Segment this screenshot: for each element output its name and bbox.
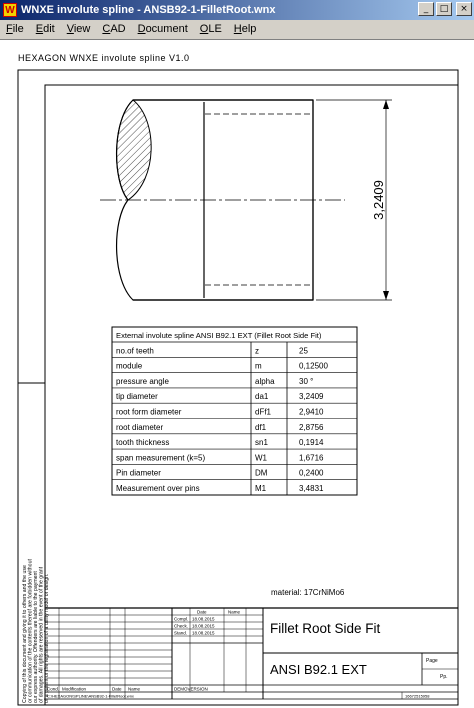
tb-date-header: Date bbox=[197, 609, 207, 615]
tb-page: Page bbox=[426, 658, 438, 664]
table-cell-sym: sn1 bbox=[255, 438, 268, 448]
demo-label: DEMOVERSION bbox=[174, 686, 208, 692]
window-title: WNXE involute spline - ANSB92-1-FilletRoot.wnx bbox=[21, 4, 276, 16]
table-cell-sym: W1 bbox=[255, 453, 267, 463]
tb-compl: Compl. bbox=[174, 616, 189, 622]
app-icon[interactable]: W bbox=[3, 3, 17, 17]
svg-text:our express authority. Offende: our express authority. Offenders are liable to the payment bbox=[33, 571, 39, 703]
copyright-note bbox=[22, 559, 50, 703]
tb-mod-name: Name bbox=[128, 686, 141, 692]
table-cell-name: module bbox=[116, 361, 143, 371]
menu-file[interactable]: File bbox=[6, 23, 24, 35]
tb-stand: Stand. bbox=[174, 630, 188, 636]
minimize-button[interactable]: _ bbox=[418, 2, 434, 16]
table-cell-val: 2,9410 bbox=[299, 407, 324, 417]
table-cell-name: span measurement (k=5) bbox=[116, 453, 206, 463]
table-cell-val: 0,1914 bbox=[299, 438, 324, 448]
table-cell-sym: dFf1 bbox=[255, 407, 272, 417]
table-cell-name: Pin diameter bbox=[116, 468, 161, 478]
table-cell-sym: df1 bbox=[255, 422, 267, 432]
tb-date-stand: 18.08.2015 bbox=[192, 630, 215, 636]
table-cell-sym: m bbox=[255, 361, 262, 371]
drawing-subtitle: ANSI B92.1 EXT bbox=[270, 662, 367, 677]
table-cell-val: 25 bbox=[299, 346, 308, 356]
table-cell-sym: z bbox=[255, 346, 259, 356]
table-cell-sym: da1 bbox=[255, 392, 269, 402]
table-cell-name: root form diameter bbox=[116, 407, 182, 417]
tb-modification: Modification bbox=[62, 686, 87, 692]
table-title: External involute spline ANSI B92.1 EXT (Fillet Root Side Fit) bbox=[116, 331, 322, 340]
table-cell-name: no.of teeth bbox=[116, 346, 154, 356]
menu-view[interactable]: View bbox=[66, 23, 91, 35]
tb-name-header: Name bbox=[228, 609, 241, 615]
table-cell-sym: M1 bbox=[255, 484, 267, 493]
tb-date-compl: 18.08.2015 bbox=[192, 616, 215, 622]
table-cell-sym: DM bbox=[255, 468, 268, 478]
tb-pp: Pp. bbox=[440, 674, 448, 680]
table-cell-val: 3,2409 bbox=[299, 392, 324, 402]
svg-text:of damages. All rights are res: of damages. All rights are reserved in the event of the grant bbox=[38, 566, 45, 703]
title-bar bbox=[0, 0, 474, 20]
inner-frame bbox=[45, 85, 458, 705]
tb-mod-date: Date bbox=[112, 686, 122, 692]
table-cell-val: 2,8756 bbox=[299, 422, 324, 432]
table-cell-name: Measurement over pins bbox=[116, 484, 200, 493]
svg-text:or communication of the conten: or communication of the contents thereof are forbidden without bbox=[27, 559, 34, 703]
tb-cond: Cond. bbox=[47, 686, 60, 692]
menu-cad[interactable]: CAD bbox=[102, 23, 126, 35]
maximize-button[interactable]: □ bbox=[436, 2, 452, 16]
doc-id: 16672515958 bbox=[405, 693, 430, 699]
document-area[interactable] bbox=[0, 39, 474, 708]
tb-check: Check. bbox=[174, 623, 189, 629]
menu-document[interactable]: Document bbox=[137, 23, 188, 35]
menu-edit[interactable]: Edit bbox=[35, 23, 55, 35]
drawing-canvas bbox=[0, 40, 474, 708]
menu-help[interactable]: Help bbox=[233, 23, 257, 35]
svg-text:of a patent or the registratio: of a patent or the registration of a utility model or design. bbox=[44, 573, 50, 703]
menu-bar bbox=[0, 20, 474, 38]
title-block bbox=[45, 608, 458, 699]
table-cell-val: 1,6716 bbox=[299, 453, 324, 463]
table-cell-name: tooth thickness bbox=[116, 438, 170, 448]
drawing-title: Fillet Root Side Fit bbox=[270, 621, 381, 636]
table-cell-name: root diameter bbox=[116, 422, 164, 432]
window-controls bbox=[418, 2, 472, 16]
table-cell-name: pressure angle bbox=[116, 376, 169, 386]
shaft-view bbox=[100, 100, 345, 300]
table-cell-name: tip diameter bbox=[116, 392, 158, 402]
file-path: C:\HEXAGON\SPLINE\ANSB92-1-FilletRoot.wnx bbox=[47, 693, 134, 699]
table-cell-val: 3,4831 bbox=[299, 484, 324, 493]
table-cell-val: 0,2400 bbox=[299, 468, 324, 478]
close-button[interactable]: × bbox=[456, 2, 472, 16]
tb-date-check: 18.08.2015 bbox=[192, 623, 215, 629]
svg-text:Copying of this document and g: Copying of this document and giving it to others and the use bbox=[22, 565, 28, 703]
spline-data-table bbox=[112, 327, 357, 495]
dimension-label: 3,2409 bbox=[371, 180, 386, 220]
menu-ole[interactable]: OLE bbox=[199, 23, 222, 35]
app-header: HEXAGON WNXE involute spline V1.0 bbox=[18, 53, 190, 63]
material-label: material: 17CrNiMo6 bbox=[271, 588, 345, 597]
table-cell-val: 0,12500 bbox=[299, 361, 328, 371]
table-cell-val: 30 ° bbox=[299, 376, 314, 386]
table-cell-sym: alpha bbox=[255, 376, 275, 386]
section-hatch bbox=[117, 100, 152, 200]
